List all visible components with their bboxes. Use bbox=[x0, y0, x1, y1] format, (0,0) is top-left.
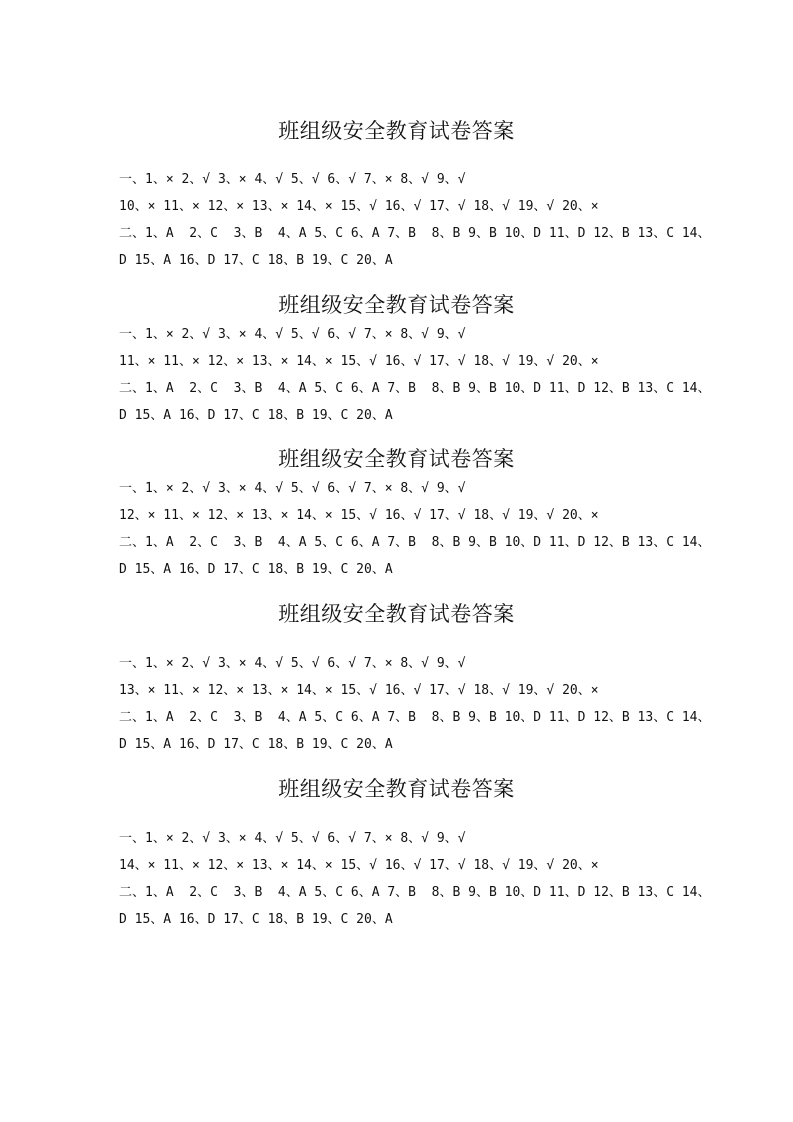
answer-line-part2-a: 二、1、A 2、C 3、B 4、A 5、C 6、A 7、B 8、B 9、B 10、D 11、D 12、B 13、C 14、 bbox=[119, 710, 711, 725]
section-title: 班组级安全教育试卷答案 bbox=[278, 447, 515, 471]
answer-line-part1-a: 一、1、× 2、√ 3、× 4、√ 5、√ 6、√ 7、× 8、√ 9、√ bbox=[119, 656, 466, 671]
section-title: 班组级安全教育试卷答案 bbox=[278, 602, 515, 626]
answer-line-part1-b: 13、× 11、× 12、× 13、× 14、× 15、√ 16、√ 17、√ 18、√ 19、√ 20、× bbox=[119, 683, 599, 698]
section-title: 班组级安全教育试卷答案 bbox=[278, 777, 515, 801]
answer-line-part1-b: 12、× 11、× 12、× 13、× 14、× 15、√ 16、√ 17、√ 18、√ 19、√ 20、× bbox=[119, 508, 599, 523]
answer-line-part1-a: 一、1、× 2、√ 3、× 4、√ 5、√ 6、√ 7、× 8、√ 9、√ bbox=[119, 481, 466, 496]
answer-line-part2-a: 二、1、A 2、C 3、B 4、A 5、C 6、A 7、B 8、B 9、B 10、D 11、D 12、B 13、C 14、 bbox=[119, 381, 711, 396]
answer-line-part2-a: 二、1、A 2、C 3、B 4、A 5、C 6、A 7、B 8、B 9、B 10、D 11、D 12、B 13、C 14、 bbox=[119, 226, 711, 241]
answer-line-part1-a: 一、1、× 2、√ 3、× 4、√ 5、√ 6、√ 7、× 8、√ 9、√ bbox=[119, 172, 466, 187]
answer-line-part2-b: D 15、A 16、D 17、C 18、B 19、C 20、A bbox=[119, 737, 393, 752]
section-title: 班组级安全教育试卷答案 bbox=[278, 293, 515, 317]
answer-line-part2-b: D 15、A 16、D 17、C 18、B 19、C 20、A bbox=[119, 408, 393, 423]
answer-line-part1-a: 一、1、× 2、√ 3、× 4、√ 5、√ 6、√ 7、× 8、√ 9、√ bbox=[119, 327, 466, 342]
section-title: 班组级安全教育试卷答案 bbox=[278, 119, 515, 143]
answer-line-part1-b: 14、× 11、× 12、× 13、× 14、× 15、√ 16、√ 17、√ 18、√ 19、√ 20、× bbox=[119, 858, 599, 873]
answer-line-part2-b: D 15、A 16、D 17、C 18、B 19、C 20、A bbox=[119, 253, 393, 268]
answer-line-part2-a: 二、1、A 2、C 3、B 4、A 5、C 6、A 7、B 8、B 9、B 10、D 11、D 12、B 13、C 14、 bbox=[119, 535, 711, 550]
answer-line-part1-a: 一、1、× 2、√ 3、× 4、√ 5、√ 6、√ 7、× 8、√ 9、√ bbox=[119, 831, 466, 846]
answer-line-part1-b: 10、× 11、× 12、× 13、× 14、× 15、√ 16、√ 17、√ 18、√ 19、√ 20、× bbox=[119, 199, 599, 214]
answer-line-part1-b: 11、× 11、× 12、× 13、× 14、× 15、√ 16、√ 17、√ 18、√ 19、√ 20、× bbox=[119, 354, 599, 369]
answer-line-part2-b: D 15、A 16、D 17、C 18、B 19、C 20、A bbox=[119, 912, 393, 927]
answer-line-part2-a: 二、1、A 2、C 3、B 4、A 5、C 6、A 7、B 8、B 9、B 10、D 11、D 12、B 13、C 14、 bbox=[119, 885, 711, 900]
answer-line-part2-b: D 15、A 16、D 17、C 18、B 19、C 20、A bbox=[119, 562, 393, 577]
